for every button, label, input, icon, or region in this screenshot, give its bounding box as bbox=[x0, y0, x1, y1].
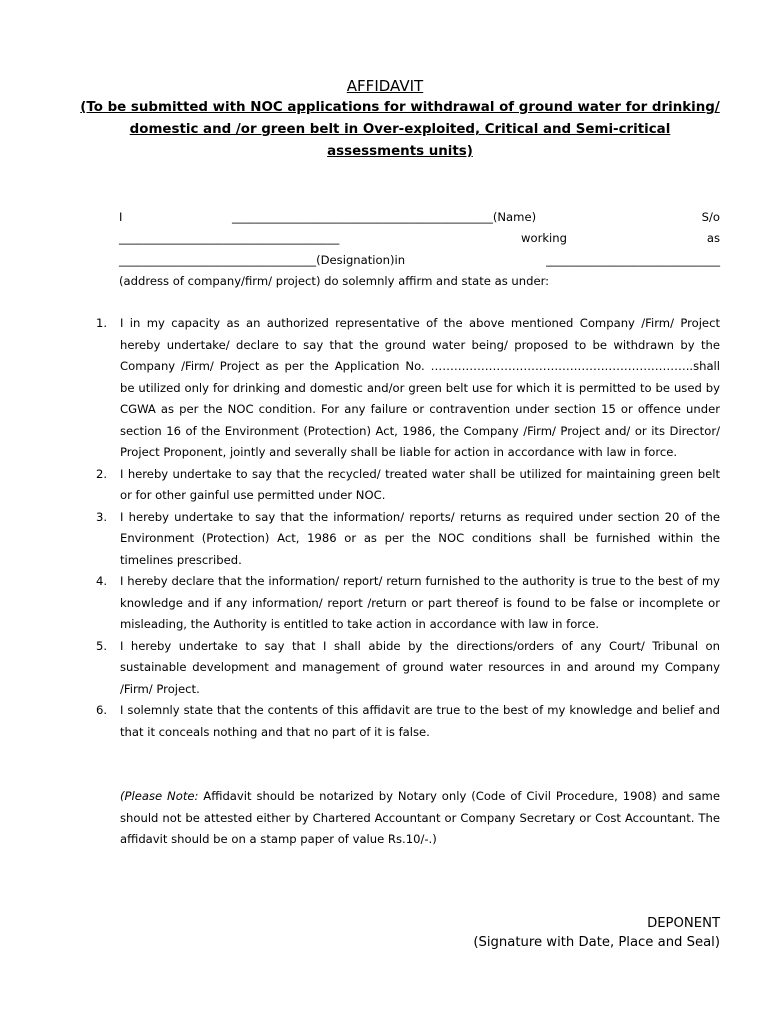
intro-i: I bbox=[119, 210, 123, 224]
clause-number: 5. bbox=[96, 638, 108, 653]
clause-item bbox=[0, 636, 770, 701]
clause-text: I solemnly state that the contents of this affidavit are true to the best of my knowledge and belief and that it conceals nothing and that no part of it is false. bbox=[120, 703, 720, 739]
intro-line-name bbox=[119, 206, 720, 228]
intro-line-designation bbox=[119, 249, 720, 271]
clause-number: 3. bbox=[96, 509, 108, 524]
clause-text: I in my capacity as an authorized representative of the above mentioned Company /Firm/ Project hereby undertake/ declare to say that the ground water being/ proposed to be withdrawn by the Company /Firm/ Project as per the Application No. …………………………………………………………..shall be utilized only for drinking and domestic and/or green belt use for which it is permitted to be used by CGWA as per the NOC condition. For any failure or contravention under section 15 or offence under section 16 of the Environment (Protection) Act, 1986, the Company /Firm/ Project and/ or its Director/ Project Proponent, jointly and severally shall be liable for action in accordance with law in force. bbox=[120, 316, 720, 459]
so-label: S/o bbox=[701, 210, 720, 224]
signature-caption: (Signature with Date, Place and Seal) bbox=[473, 935, 720, 950]
address-statement: (address of company/firm/ project) do solemnly affirm and state as under: bbox=[119, 274, 550, 288]
address-blank: ______________________________ bbox=[546, 253, 720, 267]
clause-number: 6. bbox=[96, 703, 108, 717]
clause-item bbox=[0, 700, 770, 743]
working-label: working bbox=[521, 231, 567, 245]
document-subtitle: (To be submitted with NOC applications for withdrawal of ground water for drinking/ domestic and /or green belt in Over-exploited, Critical and Semi-critical assessments units) bbox=[80, 100, 720, 159]
note-label: (Please Note: bbox=[120, 789, 199, 803]
clause-item bbox=[0, 571, 770, 636]
clause-text: I hereby undertake to say that the recycled/ treated water shall be utilized for maintaining green belt or for other gainful use permitted under NOC. bbox=[120, 466, 720, 502]
deponent-label: DEPONENT bbox=[647, 916, 720, 931]
father-name-blank: ______________________________________ bbox=[119, 231, 340, 245]
name-blank: _____________________________________________(Name) bbox=[232, 210, 537, 224]
designation-blank: __________________________________(Designation)in bbox=[119, 253, 406, 267]
clause-list bbox=[0, 313, 770, 743]
signature-block bbox=[473, 914, 720, 952]
note-text: Affidavit should be notarized by Notary only (Code of Civil Procedure, 1908) and same should not be attested either by Chartered Accountant or Company Secretary or Cost Accountant. The affidavit should be on a stamp paper of value Rs.10/-.) bbox=[120, 789, 720, 846]
intro-line-address bbox=[119, 270, 720, 292]
clause-item bbox=[0, 464, 770, 507]
as-label: as bbox=[706, 231, 720, 245]
clause-number: 4. bbox=[96, 574, 108, 588]
clause-item bbox=[0, 507, 770, 572]
clause-number: 2. bbox=[96, 466, 108, 481]
clause-number: 1. bbox=[96, 316, 108, 330]
intro-line-working bbox=[119, 227, 720, 249]
clause-item bbox=[0, 313, 770, 464]
clause-text: I hereby declare that the information/ report/ return furnished to the authority is true to the best of my knowledge and if any information/ report /return or part thereof is found to be false or incomplete or misleading, the Authority is entitled to take action in accordance with law in force. bbox=[120, 574, 720, 631]
clause-text: I hereby undertake to say that the information/ reports/ returns as required under section 20 of the Environment (Protection) Act, 1986 or as per the NOC conditions shall be furnished within the timelines prescribed. bbox=[120, 509, 720, 567]
document-title: AFFIDAVIT bbox=[346, 77, 424, 95]
notarization-note bbox=[120, 786, 720, 851]
clause-text: I hereby undertake to say that I shall abide by the directions/orders of any Court/ Tribunal on sustainable development and management of ground water resources in and around my Company /Firm/ Project. bbox=[120, 638, 720, 696]
